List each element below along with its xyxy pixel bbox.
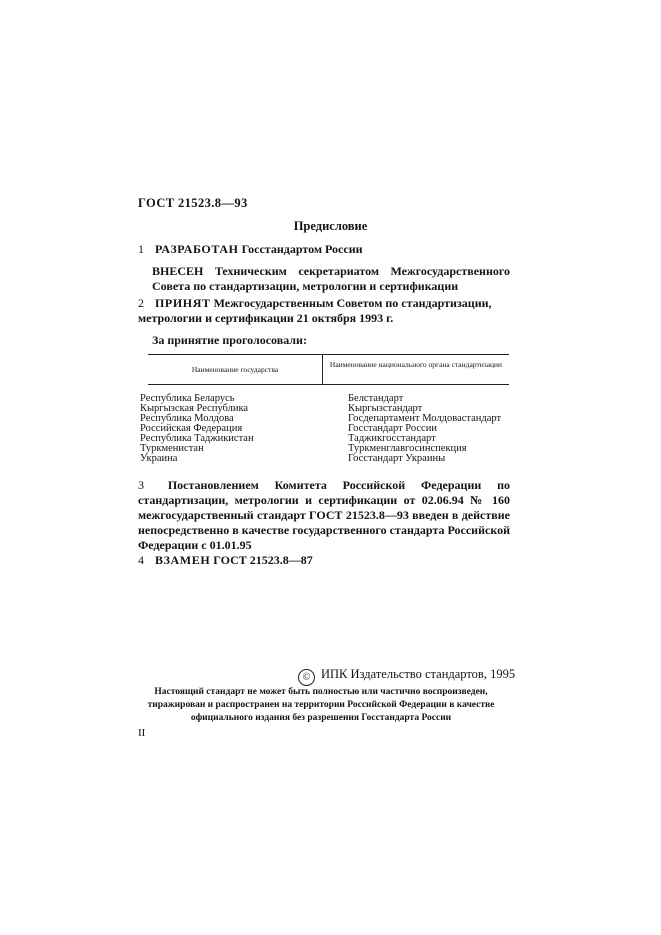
- table-header-body: Наименование национального органа стандартизации: [329, 360, 503, 369]
- table-cell-state: Республика Таджикистан: [140, 433, 254, 444]
- item-4-number: 4: [138, 553, 144, 567]
- table-cell-body: Белстандарт: [348, 393, 404, 404]
- item-3: [138, 478, 510, 553]
- table-cell-state: Украина: [140, 453, 178, 464]
- item-1-text: Госстандартом России: [241, 242, 363, 256]
- reproduction-notice: Настоящий стандарт не может быть полностью или частично воспроизведен, тиражирован и распространен на территории Российской Федерации в качестве официального издания без разрешения Госстандарта России: [147, 687, 495, 723]
- item-2-text: Межгосударственным Советом по стандартизации, метрологии и сертификации 21 октября 1993 г.: [138, 296, 492, 325]
- copyright-text: ИПК Издательство стандартов, 1995: [321, 667, 516, 681]
- table-header-state: Наименование государства: [191, 365, 279, 374]
- item-2-number: 2: [138, 296, 144, 310]
- table-cell-body: Туркменглавгосинспекция: [348, 443, 467, 454]
- item-2: [138, 296, 510, 326]
- item-3-text: Постановлением Комитета Российской Федерации по стандартизации, метрологии и сертификации от 02.06.94 № 160 межгосударственный стандарт ГОСТ 21523.8—93 введен в действие непосредственно в качестве государственного стандарта Российской Федерации с 01.01.95: [138, 478, 510, 552]
- table-cell-body: Госстандарт России: [348, 423, 437, 434]
- table-cell-body: Кыргызстандарт: [348, 403, 423, 414]
- table-cell-state: Республика Молдова: [140, 413, 234, 424]
- table-header-rule: [148, 384, 509, 385]
- item-2-keyword: ПРИНЯТ: [155, 296, 211, 310]
- table-cell-body: Госдепартамент Молдовастандарт: [348, 413, 502, 424]
- copyright-icon: ©: [298, 669, 315, 686]
- table-cell-state: Республика Беларусь: [140, 393, 235, 404]
- item-1: [138, 242, 510, 257]
- document-id: ГОСТ 21523.8—93: [138, 196, 248, 210]
- item-1-introduced: [152, 264, 510, 294]
- item-3-number: 3: [138, 478, 144, 492]
- table-top-rule: [148, 354, 509, 355]
- item-1-introduced-text: Техническим секретариатом Межгосударственного Совета по стандартизации, метрологии и сертификации: [152, 264, 511, 293]
- table-column-states: [140, 394, 254, 464]
- table-cell-body: Госстандарт Украины: [348, 453, 446, 464]
- item-4-keyword: ВЗАМЕН: [155, 553, 211, 567]
- copyright-line: [298, 667, 515, 686]
- item-4: [138, 553, 510, 568]
- table-cell-state: Российская Федерация: [140, 423, 243, 434]
- item-1-introduced-keyword: ВНЕСЕН: [152, 264, 204, 278]
- table-cell-state: Кыргызская Республика: [140, 403, 249, 414]
- item-1-number: 1: [138, 242, 144, 256]
- item-4-text: ГОСТ 21523.8—87: [213, 553, 313, 567]
- voting-table: [140, 354, 509, 468]
- table-column-bodies: [348, 394, 501, 464]
- section-title: Предисловие: [293, 219, 368, 233]
- voted-label: За принятие проголосовали:: [152, 333, 307, 347]
- table-cell-state: Туркменистан: [140, 443, 204, 454]
- page-number: II: [138, 727, 146, 739]
- item-1-keyword: РАЗРАБОТАН: [155, 242, 239, 256]
- table-column-divider: [322, 354, 323, 384]
- table-cell-body: Таджикгосстандарт: [348, 433, 436, 444]
